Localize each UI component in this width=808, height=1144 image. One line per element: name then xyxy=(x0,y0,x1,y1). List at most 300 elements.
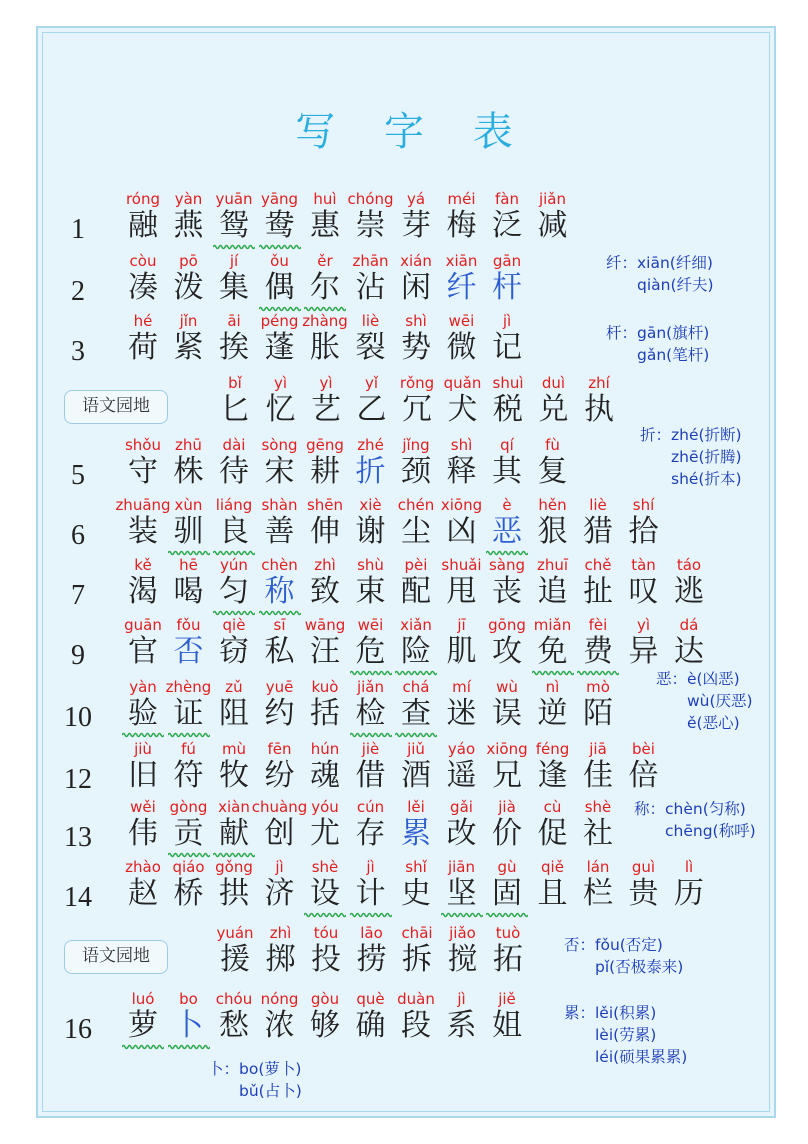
hanzi-character: 查 xyxy=(401,696,431,731)
pinyin-label: gòng xyxy=(169,798,208,816)
hanzi-character: 梅 xyxy=(446,208,477,243)
pinyin-label: bǐ xyxy=(228,374,242,392)
pinyin-label: sòng xyxy=(261,436,298,454)
hanzi-character: 释 xyxy=(446,454,477,489)
note-line: bǔ(占卜) xyxy=(208,1082,302,1100)
hanzi-character: 检 xyxy=(355,696,386,731)
hanzi-character: 装 xyxy=(128,514,158,549)
hanzi-character: 冗 xyxy=(402,392,432,427)
pinyin-label: yún xyxy=(220,556,248,574)
pinyin-label: jià xyxy=(498,798,516,816)
hanzi-character: 颈 xyxy=(401,454,431,489)
pinyin-label: chóng xyxy=(347,190,394,208)
hanzi-character: 良 xyxy=(219,514,249,549)
pinyin-label: fǒu xyxy=(176,616,201,634)
table-row xyxy=(0,616,808,676)
hanzi-character: 符 xyxy=(173,758,204,793)
hanzi-character: 误 xyxy=(492,696,522,731)
hanzi-character: 险 xyxy=(401,634,431,669)
pinyin-label: rǒng xyxy=(399,374,435,392)
hanzi-character: 存 xyxy=(355,816,386,851)
hanzi-character: 减 xyxy=(537,208,568,243)
hanzi-character: 守 xyxy=(128,454,158,489)
pinyin-label: qiè xyxy=(222,616,246,634)
hanzi-character: 牧 xyxy=(219,758,249,793)
hanzi-character: 凶 xyxy=(446,514,477,549)
row-number: 5 xyxy=(71,460,85,491)
pinyin-label: shì xyxy=(405,312,427,330)
pinyin-label: cún xyxy=(356,798,385,816)
hanzi-character: 掷 xyxy=(265,942,296,977)
note-line: léi(硕果累累) xyxy=(564,1048,688,1066)
pinyin-label: lán xyxy=(586,858,610,876)
pinyin-label: jǐng xyxy=(402,436,430,454)
hanzi-character: 芽 xyxy=(401,208,431,243)
hanzi-character: 创 xyxy=(264,816,295,851)
hanzi-character: 济 xyxy=(264,876,295,911)
hanzi-character: 逃 xyxy=(674,574,704,609)
row-number: 7 xyxy=(71,580,85,611)
table-row xyxy=(0,496,808,556)
pinyin-label: zhèng xyxy=(165,678,212,696)
pinyin-label: luó xyxy=(131,990,155,1008)
pinyin-label: jiǔ xyxy=(407,740,425,758)
hanzi-character: 记 xyxy=(492,330,522,365)
word-underline-icon xyxy=(577,670,619,676)
pinyin-label: yáo xyxy=(447,740,476,758)
pinyin-label: liè xyxy=(589,496,607,514)
pinyin-label: yāng xyxy=(260,190,299,208)
hanzi-character: 集 xyxy=(219,270,249,305)
pinyin-label: cù xyxy=(543,798,562,816)
note-line: 恶：è(凶恶) xyxy=(656,670,740,688)
word-underline-icon xyxy=(486,912,528,918)
hanzi-character: 狠 xyxy=(537,514,568,549)
word-underline-icon xyxy=(122,1044,164,1050)
pinyin-label: bo xyxy=(179,990,198,1008)
pinyin-label: xùn xyxy=(174,496,203,514)
hanzi-character: 贵 xyxy=(628,876,659,911)
pinyin-label: nì xyxy=(545,678,560,696)
hanzi-character: 旧 xyxy=(128,758,158,793)
hanzi-character: 鸳 xyxy=(219,208,249,243)
character-cell xyxy=(666,858,712,918)
row-number: 10 xyxy=(64,702,92,733)
note-line: gǎn(笔杆) xyxy=(606,346,710,364)
table-row xyxy=(0,924,808,984)
hanzi-character: 危 xyxy=(355,634,386,669)
hanzi-character: 株 xyxy=(173,454,204,489)
pinyin-label: guān xyxy=(124,616,162,634)
yuwen-yuandi-badge: 语文园地 xyxy=(64,390,168,424)
hanzi-character: 赵 xyxy=(128,876,158,911)
pinyin-label: hěn xyxy=(538,496,567,514)
pinyin-label: wāng xyxy=(304,616,346,634)
character-cell xyxy=(484,990,530,1050)
hanzi-character: 累 xyxy=(401,816,431,851)
character-cell xyxy=(621,740,667,800)
pinyin-label: liáng xyxy=(215,496,253,514)
pinyin-label: gān xyxy=(492,252,522,270)
pinyin-label: péng xyxy=(260,312,299,330)
pinyin-label: bèi xyxy=(632,740,655,758)
hanzi-character: 社 xyxy=(583,816,613,851)
word-underline-icon xyxy=(259,244,301,250)
note-line: 杆：gān(旗杆) xyxy=(606,324,710,342)
hanzi-character: 遥 xyxy=(446,758,477,793)
pinyin-label: jiā xyxy=(589,740,607,758)
pinyin-label: gōng xyxy=(488,616,526,634)
row-number: 9 xyxy=(71,640,85,671)
note-line: 纤：xiān(纤细) xyxy=(606,254,713,272)
pinyin-label: yì xyxy=(636,616,651,634)
hanzi-character: 扯 xyxy=(583,574,613,609)
pinyin-label: jì xyxy=(366,858,375,876)
hanzi-character: 酒 xyxy=(401,758,431,793)
pinyin-label: ěr xyxy=(317,252,333,270)
pinyin-label: zhào xyxy=(125,858,161,876)
pinyin-label: quǎn xyxy=(443,374,482,392)
row-number: 2 xyxy=(71,276,85,307)
hanzi-character: 坚 xyxy=(446,876,477,911)
pinyin-label: fú xyxy=(181,740,196,758)
note-line: ě(恶心) xyxy=(656,714,740,732)
pinyin-label: zhé xyxy=(357,436,384,454)
table-row xyxy=(0,556,808,616)
pinyin-label: shuǎi xyxy=(441,556,482,574)
hanzi-character: 待 xyxy=(219,454,249,489)
character-cell xyxy=(484,252,530,312)
hanzi-character: 拓 xyxy=(493,942,523,977)
hanzi-character: 肌 xyxy=(446,634,477,669)
hanzi-character: 尤 xyxy=(310,816,340,851)
hanzi-character: 融 xyxy=(128,208,158,243)
pinyin-label: wěi xyxy=(130,798,156,816)
word-underline-icon xyxy=(168,732,210,738)
hanzi-character: 史 xyxy=(401,876,431,911)
pinyin-label: qí xyxy=(500,436,514,454)
hanzi-character: 约 xyxy=(264,696,295,731)
hanzi-character: 叹 xyxy=(628,574,659,609)
hanzi-character: 搅 xyxy=(447,942,478,977)
pinyin-label: shǐ xyxy=(405,858,427,876)
note-line: 折：zhé(折断) xyxy=(640,426,742,444)
polyphone-note xyxy=(606,322,709,366)
character-cell xyxy=(621,496,667,556)
hanzi-character: 费 xyxy=(583,634,613,669)
pinyin-label: féng xyxy=(535,740,570,758)
hanzi-character: 倍 xyxy=(628,758,659,793)
hanzi-character: 拾 xyxy=(628,514,659,549)
pinyin-label: dá xyxy=(679,616,699,634)
hanzi-character: 偶 xyxy=(264,270,295,305)
word-underline-icon xyxy=(395,732,437,738)
pinyin-label: gēng xyxy=(306,436,344,454)
hanzi-character: 历 xyxy=(674,876,704,911)
hanzi-character: 段 xyxy=(401,1008,431,1043)
pinyin-label: wēi xyxy=(357,616,384,634)
hanzi-character: 宋 xyxy=(264,454,295,489)
pinyin-label: jì xyxy=(502,312,512,330)
hanzi-character: 复 xyxy=(537,454,568,489)
polyphone-note xyxy=(208,1058,302,1102)
pinyin-label: còu xyxy=(129,252,157,270)
pinyin-label: yì xyxy=(273,374,288,392)
pinyin-label: zhuī xyxy=(536,556,569,574)
hanzi-character: 忆 xyxy=(265,392,296,427)
pinyin-label: zhān xyxy=(352,252,389,270)
pinyin-label: mí xyxy=(452,678,471,696)
pinyin-label: zhì xyxy=(269,924,292,942)
character-cell xyxy=(484,312,530,372)
word-underline-icon xyxy=(441,912,483,918)
hanzi-character: 官 xyxy=(128,634,158,669)
pinyin-label: fèi xyxy=(588,616,608,634)
pinyin-label: tàn xyxy=(631,556,656,574)
character-cell xyxy=(530,436,576,496)
hanzi-character: 窃 xyxy=(219,634,249,669)
pinyin-label: què xyxy=(356,990,385,1008)
hanzi-character: 浓 xyxy=(264,1008,295,1043)
hanzi-character: 善 xyxy=(264,514,295,549)
pinyin-label: xiè xyxy=(359,496,382,514)
hanzi-character: 杆 xyxy=(492,270,522,305)
pinyin-label: xián xyxy=(400,252,432,270)
pinyin-label: pèi xyxy=(404,556,428,574)
pinyin-label: xiōng xyxy=(486,740,528,758)
note-line: wù(厌恶) xyxy=(656,692,753,710)
row-number: 14 xyxy=(64,882,92,913)
hanzi-character: 姐 xyxy=(492,1008,522,1043)
word-underline-icon xyxy=(395,670,437,676)
pinyin-label: tuò xyxy=(495,924,521,942)
hanzi-character: 捞 xyxy=(356,942,387,977)
pinyin-label: kuò xyxy=(311,678,339,696)
hanzi-character: 凑 xyxy=(128,270,158,305)
word-underline-icon xyxy=(213,244,255,250)
pinyin-label: wēi xyxy=(448,312,475,330)
pinyin-label: guì xyxy=(631,858,656,876)
hanzi-character: 微 xyxy=(446,330,477,365)
pinyin-label: xiǎn xyxy=(400,616,432,634)
hanzi-character: 援 xyxy=(220,942,250,977)
hanzi-character: 谢 xyxy=(355,514,386,549)
hanzi-character: 耕 xyxy=(310,454,340,489)
pinyin-label: chāi xyxy=(401,924,433,942)
pinyin-label: gǒng xyxy=(215,858,253,876)
row-number: 12 xyxy=(64,764,92,795)
pinyin-label: zhàng xyxy=(302,312,348,330)
pinyin-label: shǒu xyxy=(124,436,161,454)
hanzi-character: 束 xyxy=(355,574,386,609)
hanzi-character: 陌 xyxy=(583,696,613,731)
hanzi-character: 拆 xyxy=(402,942,432,977)
pinyin-label: zhì xyxy=(314,556,336,574)
hanzi-character: 沾 xyxy=(355,270,386,305)
hanzi-character: 猎 xyxy=(583,514,613,549)
hanzi-character: 势 xyxy=(401,330,431,365)
hanzi-character: 致 xyxy=(310,574,340,609)
hanzi-character: 价 xyxy=(492,816,522,851)
pinyin-label: zhuāng xyxy=(115,496,171,514)
hanzi-character: 桥 xyxy=(173,876,204,911)
hanzi-character: 税 xyxy=(493,392,523,427)
pinyin-label: yuān xyxy=(215,190,253,208)
pinyin-label: hē xyxy=(179,556,198,574)
note-line: qiàn(纤夫) xyxy=(606,276,714,294)
hanzi-character: 渴 xyxy=(128,574,158,609)
pinyin-label: yàn xyxy=(129,678,157,696)
pinyin-label: chuàng xyxy=(251,798,308,816)
row-number: 3 xyxy=(71,336,85,367)
pinyin-label: hé xyxy=(133,312,153,330)
hanzi-character: 促 xyxy=(537,816,568,851)
hanzi-character: 免 xyxy=(537,634,568,669)
character-cell xyxy=(666,616,712,676)
hanzi-character: 萝 xyxy=(128,1008,158,1043)
hanzi-character: 汪 xyxy=(310,634,340,669)
pinyin-label: sàng xyxy=(488,556,526,574)
hanzi-character: 献 xyxy=(219,816,249,851)
row-number: 16 xyxy=(64,1014,92,1045)
note-line: zhē(折腾) xyxy=(640,448,742,466)
hanzi-character: 借 xyxy=(355,758,386,793)
pinyin-label: zǔ xyxy=(225,678,243,696)
note-line: 累：lěi(积累) xyxy=(564,1004,657,1022)
note-line: 称：chèn(匀称) xyxy=(634,800,746,818)
pinyin-label: yuē xyxy=(265,678,294,696)
pinyin-label: chén xyxy=(397,496,435,514)
page-title: 写 字 表 xyxy=(295,109,531,155)
note-line: 卜：bo(萝卜) xyxy=(208,1060,302,1078)
pinyin-label: gǎi xyxy=(450,798,473,816)
hanzi-character: 鸯 xyxy=(264,208,295,243)
word-underline-icon xyxy=(168,1044,210,1050)
pinyin-label: wù xyxy=(496,678,518,696)
hanzi-character: 燕 xyxy=(173,208,204,243)
hanzi-character: 达 xyxy=(674,634,704,669)
pinyin-label: nóng xyxy=(260,990,299,1008)
hanzi-character: 泼 xyxy=(173,270,204,305)
hanzi-character: 折 xyxy=(355,454,386,489)
pinyin-label: yì xyxy=(319,374,333,392)
pinyin-label: xiān xyxy=(445,252,478,270)
pinyin-label: huì xyxy=(313,190,337,208)
pinyin-label: lěi xyxy=(407,798,425,816)
word-underline-icon xyxy=(532,670,574,676)
hanzi-character: 驯 xyxy=(173,514,204,549)
pinyin-label: lāo xyxy=(360,924,383,942)
hanzi-character: 括 xyxy=(310,696,340,731)
hanzi-character: 伟 xyxy=(128,816,158,851)
hanzi-character: 称 xyxy=(264,574,295,609)
pinyin-label: yǐ xyxy=(364,374,379,392)
polyphone-note xyxy=(606,252,714,296)
pinyin-label: dài xyxy=(222,436,246,454)
hanzi-character: 崇 xyxy=(355,208,386,243)
pinyin-label: gù xyxy=(497,858,517,876)
pinyin-label: qiáo xyxy=(172,858,205,876)
pinyin-label: yàn xyxy=(174,190,203,208)
pinyin-label: shì xyxy=(450,436,473,454)
row-number: 1 xyxy=(71,214,85,245)
pinyin-label: è xyxy=(502,496,512,514)
hanzi-character: 改 xyxy=(446,816,477,851)
hanzi-character: 纤 xyxy=(446,270,477,305)
hanzi-character: 泛 xyxy=(492,208,522,243)
pinyin-label: chě xyxy=(584,556,612,574)
hanzi-character: 投 xyxy=(311,942,341,977)
word-underline-icon xyxy=(350,732,392,738)
hanzi-character: 系 xyxy=(446,1008,477,1043)
pinyin-label: yá xyxy=(406,190,426,208)
pinyin-label: fēn xyxy=(267,740,292,758)
hanzi-character: 栏 xyxy=(583,876,613,911)
pinyin-label: gòu xyxy=(310,990,340,1008)
hanzi-character: 荷 xyxy=(128,330,158,365)
hanzi-character: 固 xyxy=(492,876,522,911)
hanzi-character: 私 xyxy=(264,634,295,669)
hanzi-character: 证 xyxy=(173,696,204,731)
hanzi-character: 攻 xyxy=(492,634,522,669)
pinyin-label: jiǎn xyxy=(356,678,385,696)
pinyin-label: jiě xyxy=(498,990,516,1008)
pinyin-label: jiān xyxy=(447,858,476,876)
hanzi-character: 紧 xyxy=(173,330,204,365)
hanzi-character: 蓬 xyxy=(264,330,295,365)
pinyin-label: lì xyxy=(684,858,694,876)
pinyin-label: mò xyxy=(586,678,610,696)
polyphone-note xyxy=(564,1002,687,1068)
pinyin-label: shēn xyxy=(306,496,344,514)
character-cell xyxy=(575,678,621,738)
hanzi-character: 验 xyxy=(128,696,158,731)
pinyin-label: jiè xyxy=(361,740,380,758)
pinyin-label: shí xyxy=(632,496,655,514)
table-row xyxy=(0,740,808,800)
hanzi-character: 纷 xyxy=(264,758,295,793)
hanzi-character: 否 xyxy=(173,634,204,669)
pinyin-label: shàn xyxy=(261,496,298,514)
pinyin-label: chèn xyxy=(261,556,298,574)
hanzi-character: 其 xyxy=(492,454,522,489)
pinyin-label: jí xyxy=(229,252,239,270)
hanzi-character: 恶 xyxy=(492,514,522,549)
pinyin-label: xiàn xyxy=(218,798,250,816)
hanzi-character: 犬 xyxy=(447,392,478,427)
hanzi-character: 甩 xyxy=(446,574,477,609)
hanzi-character: 尔 xyxy=(310,270,340,305)
pinyin-label: shuì xyxy=(492,374,524,392)
pinyin-label: mù xyxy=(221,740,247,758)
pinyin-label: jī xyxy=(457,616,466,634)
character-cell xyxy=(530,190,576,250)
hanzi-character: 迷 xyxy=(446,696,477,731)
hanzi-character: 逢 xyxy=(537,758,568,793)
pinyin-label: zhí xyxy=(588,374,610,392)
pinyin-label: qiě xyxy=(541,858,564,876)
pinyin-label: pō xyxy=(179,252,198,270)
hanzi-character: 惠 xyxy=(310,208,340,243)
word-underline-icon xyxy=(122,732,164,738)
hanzi-character: 魂 xyxy=(310,758,340,793)
hanzi-character: 配 xyxy=(401,574,431,609)
pinyin-label: hún xyxy=(310,740,340,758)
row-number: 6 xyxy=(71,520,85,551)
pinyin-label: chóu xyxy=(215,990,253,1008)
hanzi-character: 乙 xyxy=(356,392,387,427)
hanzi-character: 追 xyxy=(537,574,568,609)
